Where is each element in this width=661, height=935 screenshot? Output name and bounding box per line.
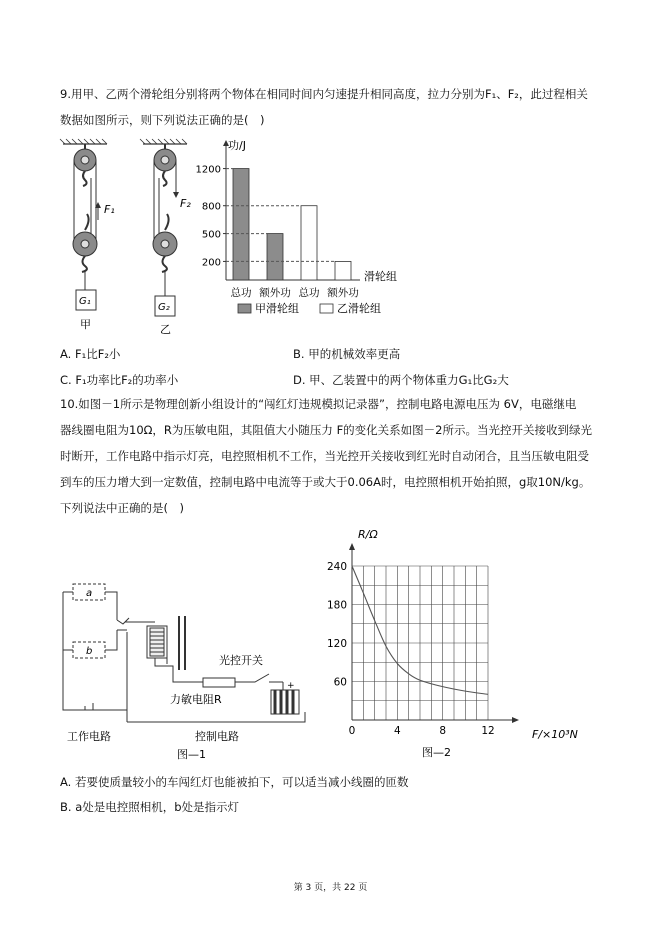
q10-stem-line3: 时断开，工作电路中指示灯亮，电控照相机不工作，当光控开关接收到红光时自动闭合，且当压敏电阻受 bbox=[60, 449, 589, 463]
rf-chart-axes bbox=[327, 543, 519, 737]
rf-xtick-label: 0 bbox=[348, 725, 356, 737]
q9-option-a: A. F₁比F₂小 bbox=[60, 347, 121, 361]
work-chart-ylabel: 功/J bbox=[228, 139, 246, 152]
legend-entry: 甲滑轮组 bbox=[255, 302, 299, 315]
work-chart-category-label: 额外功 bbox=[327, 287, 359, 299]
q10-option-a: A. 若要使质量较小的车闯红灯也能被拍下，可以适当减小线圈的匝数 bbox=[60, 775, 409, 789]
svg-text:+: + bbox=[287, 681, 295, 691]
q10-option-b: B. a处是电控照相机，b处是指示灯 bbox=[60, 800, 240, 814]
rf-y-arrow bbox=[349, 543, 355, 550]
q10-stem-line2: 器线圈电阻为10Ω，R为压敏电阻，其阻值大小随压力 F的变化关系如图－2所示。当光控开关接收到绿光 bbox=[60, 423, 592, 437]
q9-stem-line1: 9.用甲、乙两个滑轮组分别将两个物体在相同时间内匀速提升相同高度，拉力分别为F₁、F₂，此过程相关 bbox=[60, 87, 588, 101]
weight-label-g1: G₁ bbox=[79, 296, 91, 307]
fig2-caption: 图—2 bbox=[422, 746, 451, 759]
rf-x-arrow bbox=[512, 717, 519, 723]
rf-xtick-label: 4 bbox=[393, 725, 401, 737]
label-a: a bbox=[86, 588, 93, 599]
work-circuit-label: 工作电路 bbox=[67, 730, 111, 743]
work-chart-ytick-label: 1200 bbox=[195, 164, 221, 176]
rf-xtick-label: 8 bbox=[439, 725, 447, 737]
q10-stem-line1: 10.如图－1所示是物理创新小组设计的“闯红灯违规模拟记录器”，控制电路电源电压为 6V，电磁继电 bbox=[60, 397, 577, 411]
work-chart-category-label: 总功 bbox=[230, 287, 252, 299]
work-chart-ytick-label: 800 bbox=[201, 201, 221, 213]
rf-ytick-label: 120 bbox=[326, 638, 347, 650]
q10-stem-line5: 下列说法中正确的是( ) bbox=[60, 501, 184, 515]
rf-ytick-label: 180 bbox=[326, 599, 347, 612]
work-chart-xlabel: 滑轮组 bbox=[364, 270, 397, 283]
resistor-label: 力敏电阻R bbox=[170, 693, 222, 706]
rf-ytick-label: 240 bbox=[326, 561, 347, 573]
q9-stem-line2: 数据如图所示，则下列说法正确的是( ) bbox=[60, 113, 265, 127]
page-footer: 第 3 页，共 22 页 bbox=[293, 883, 368, 893]
control-circuit-label: 控制电路 bbox=[195, 730, 239, 743]
force-label-f1: F₁ bbox=[104, 203, 115, 216]
q10-stem-line4: 到车的压力增大到一定数值，控制电路中电流等于或大于0.06A时，电控照相机开始拍照，g取10N/kg。 bbox=[60, 475, 591, 489]
fig1-caption: 图—1 bbox=[177, 748, 206, 761]
work-chart-ytick-label: 200 bbox=[201, 257, 221, 269]
q9-option-c: C. F₁功率比F₂的功率小 bbox=[60, 373, 179, 387]
label-b: b bbox=[86, 646, 93, 657]
q9-option-d: D. 甲、乙装置中的两个物体重力G₁比G₂大 bbox=[293, 373, 509, 387]
caption-yi: 乙 bbox=[160, 323, 171, 336]
light-switch-label: 光控开关 bbox=[219, 654, 263, 667]
legend-entry: 乙滑轮组 bbox=[337, 302, 381, 315]
work-chart-ytick-label: 500 bbox=[201, 229, 221, 241]
force-label-f2: F₂ bbox=[180, 197, 191, 210]
rf-chart-ylabel: R/Ω bbox=[358, 528, 378, 541]
work-chart-category-label: 总功 bbox=[298, 287, 320, 299]
weight-label-g2: G₂ bbox=[158, 302, 170, 313]
rf-chart-grid bbox=[352, 566, 488, 720]
q9-option-b: B. 甲的机械效率更高 bbox=[293, 347, 401, 361]
rf-chart-xlabel: F/×10³N bbox=[532, 728, 578, 741]
rf-ytick-label: 60 bbox=[333, 676, 347, 689]
caption-jia: 甲 bbox=[80, 318, 91, 331]
work-chart-category-label: 额外功 bbox=[259, 287, 291, 299]
rf-xtick-label: 12 bbox=[481, 725, 495, 737]
